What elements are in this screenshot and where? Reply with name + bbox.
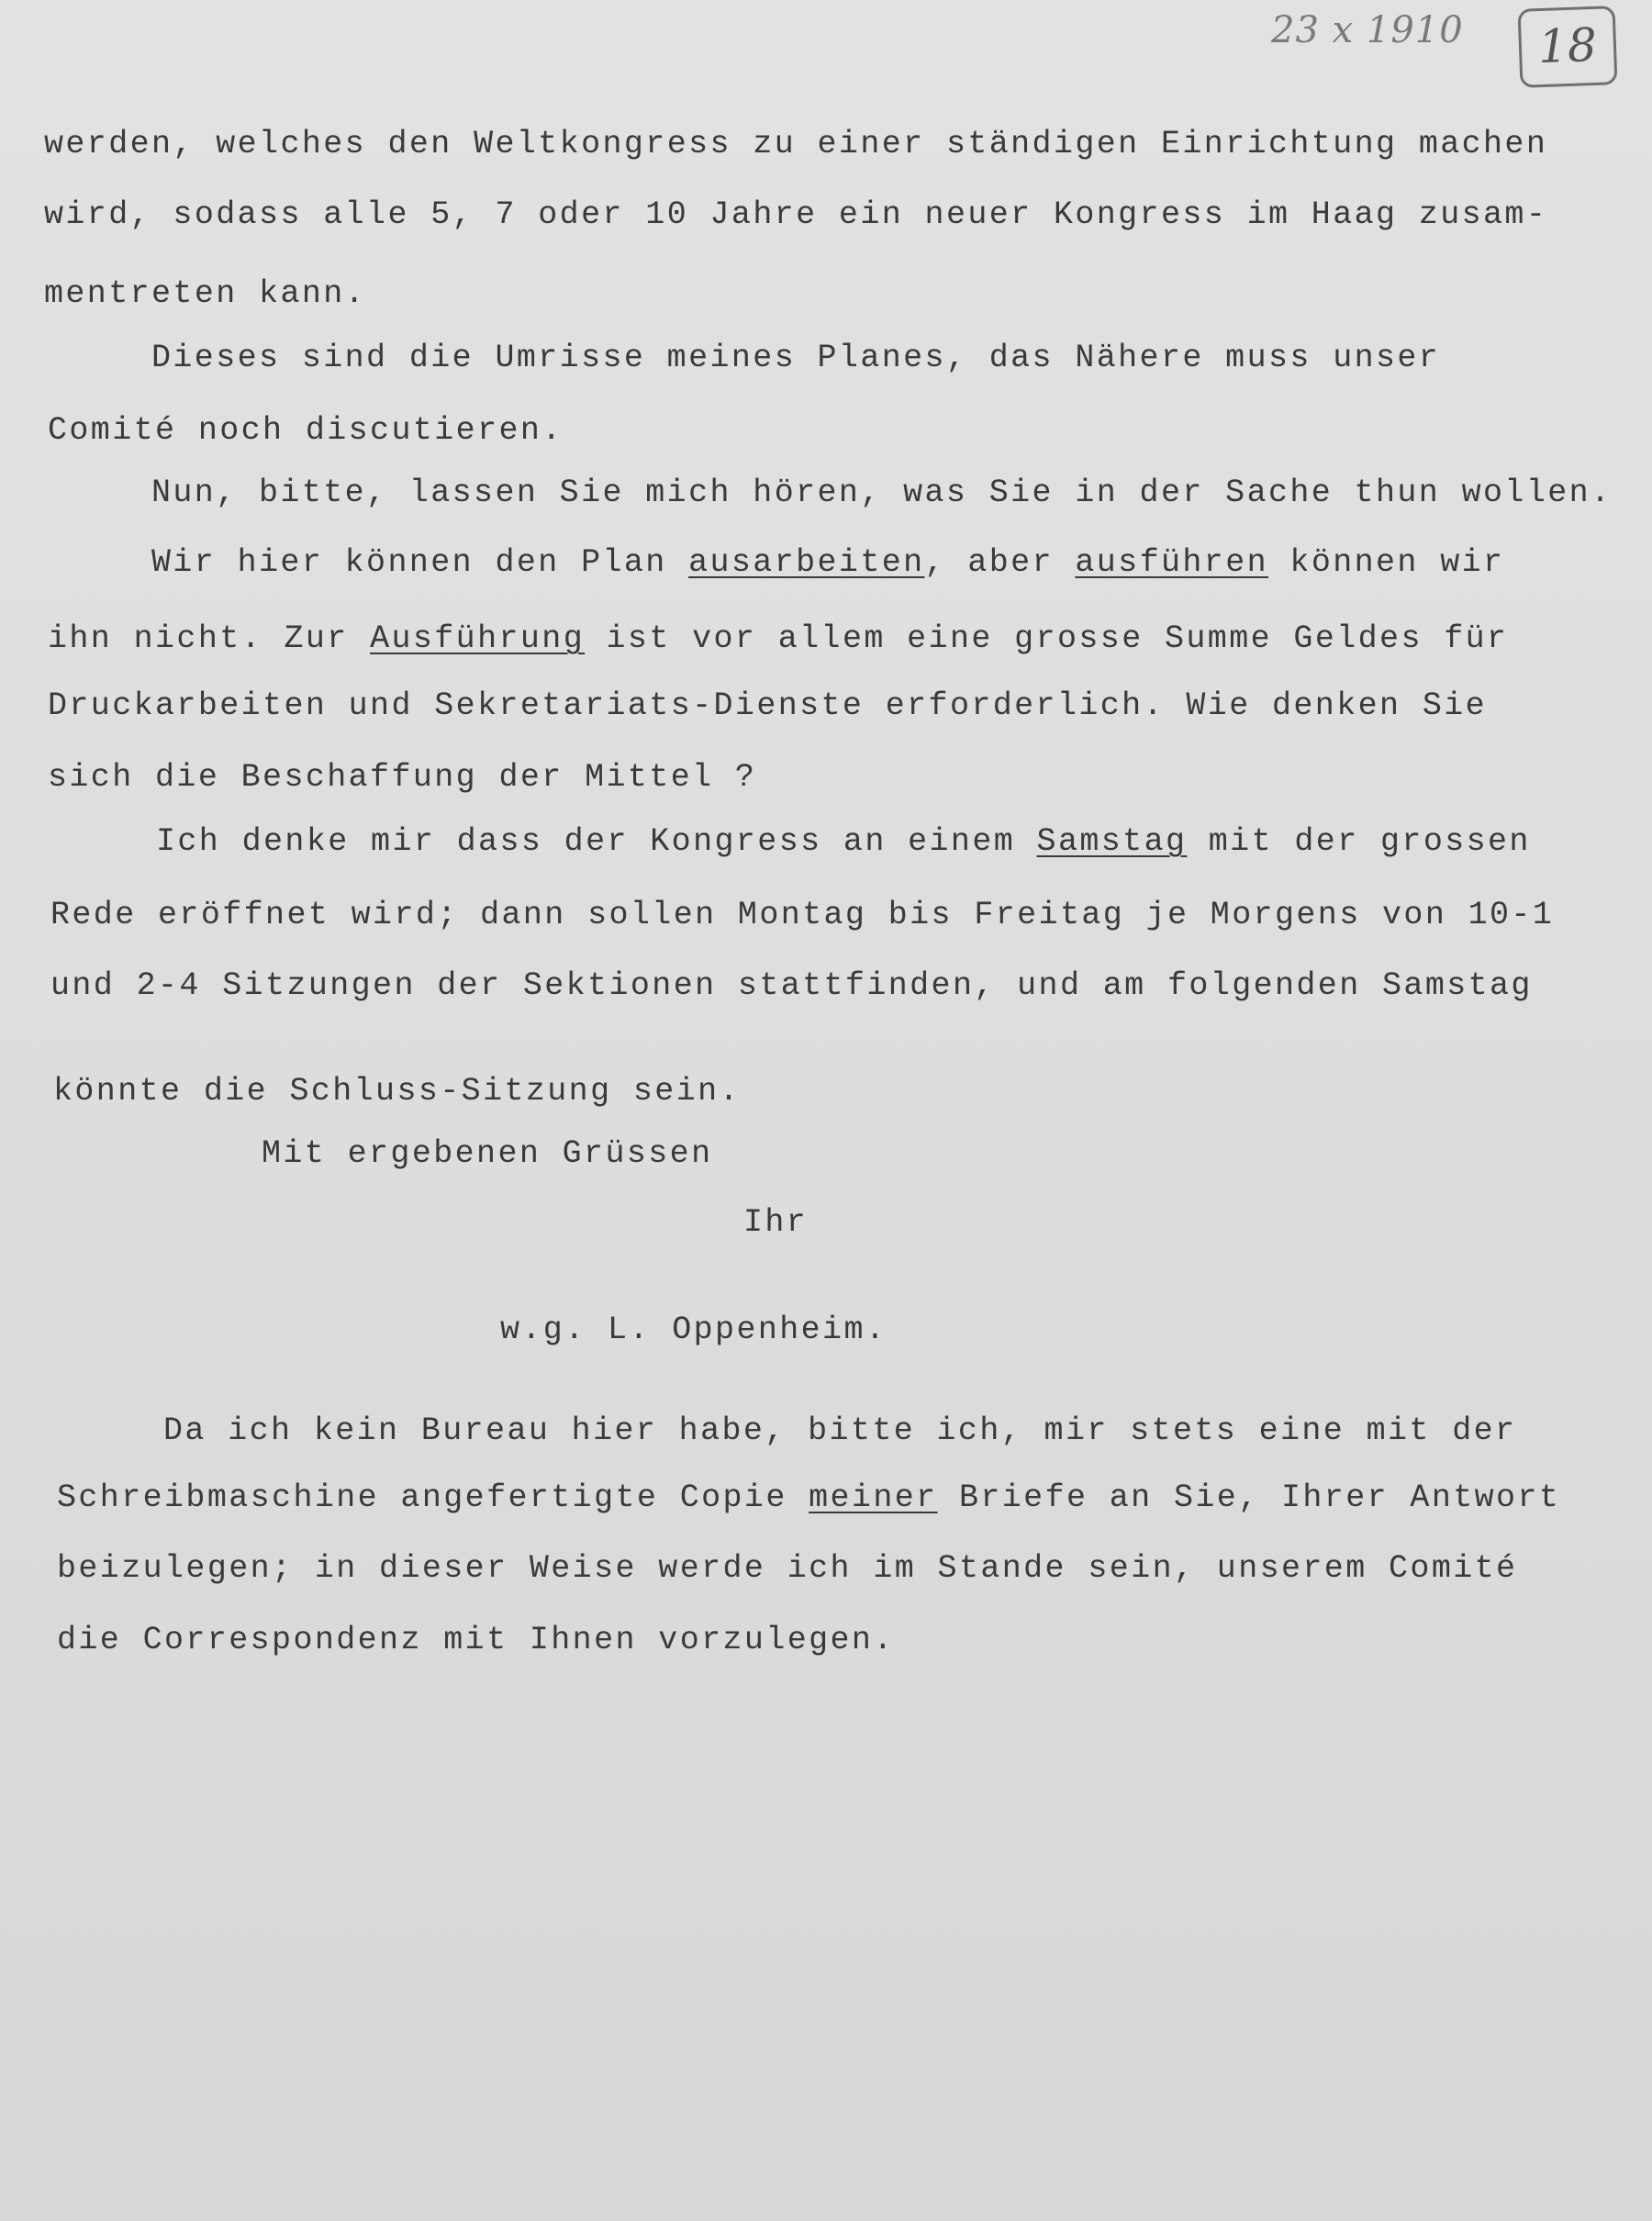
letter-line: und 2-4 Sitzungen der Sektionen stattfinden, und am folgenden Samstag bbox=[50, 967, 1533, 1004]
underlined-word: Ausführung bbox=[370, 620, 586, 657]
text-run: mit der grossen bbox=[1187, 823, 1531, 860]
text-run: Ich denke mir dass der Kongress an einem bbox=[156, 823, 1037, 860]
underlined-word: ausführen bbox=[1075, 544, 1269, 581]
closing-ihr: Ihr bbox=[743, 1204, 809, 1241]
letter-line: Comité noch discutieren. bbox=[48, 412, 564, 449]
signature: w.g. L. Oppenheim. bbox=[500, 1311, 887, 1348]
letter-line: mentreten kann. bbox=[44, 275, 367, 312]
letter-line: Rede eröffnet wird; dann sollen Montag bis Freitag je Morgens von 10-1 bbox=[50, 897, 1555, 933]
text-run: ihn nicht. Zur bbox=[48, 620, 371, 657]
text-run: ist vor allem eine grosse Summe Geldes für bbox=[585, 620, 1509, 657]
postscript-line: Da ich kein Bureau hier habe, bitte ich, mir stets eine mit der bbox=[163, 1412, 1517, 1449]
postscript-line: beizulegen; in dieser Weise werde ich im Stande sein, unserem Comité bbox=[57, 1550, 1518, 1587]
letter-line: sich die Beschaffung der Mittel ? bbox=[48, 759, 757, 796]
underlined-word: ausarbeiten bbox=[688, 544, 925, 581]
postscript-line: die Correspondenz mit Ihnen vorzulegen. bbox=[57, 1622, 895, 1658]
text-run: Schreibmaschine angefertigte Copie bbox=[57, 1479, 809, 1516]
letter-line bbox=[156, 823, 1531, 860]
letter-line: werden, welches den Weltkongress zu einer ständigen Einrichtung machen bbox=[44, 126, 1548, 162]
text-run: können wir bbox=[1268, 544, 1505, 581]
letter-line: wird, sodass alle 5, 7 oder 10 Jahre ein neuer Kongress im Haag zusam- bbox=[44, 196, 1548, 233]
underlined-word: Samstag bbox=[1036, 823, 1188, 860]
underlined-word: meiner bbox=[809, 1479, 938, 1516]
handwritten-date-note: 23 x 1910 bbox=[1271, 9, 1464, 51]
letter-line: Nun, bitte, lassen Sie mich hören, was Sie in der Sache thun wollen. bbox=[151, 474, 1613, 511]
page-number-stamp: 18 bbox=[1518, 6, 1618, 88]
letter-line: Druckarbeiten und Sekretariats-Dienste erforderlich. Wie denken Sie bbox=[48, 687, 1488, 724]
postscript-line bbox=[57, 1479, 1561, 1516]
letter-line bbox=[48, 620, 1509, 657]
text-run: Wir hier können den Plan bbox=[151, 544, 689, 581]
letter-line: könnte die Schluss-Sitzung sein. bbox=[53, 1073, 741, 1110]
letter-line: Dieses sind die Umrisse meines Planes, das Nähere muss unser bbox=[151, 340, 1441, 376]
letter-line bbox=[151, 544, 1505, 581]
text-run: Briefe an Sie, Ihrer Antwort bbox=[937, 1479, 1561, 1516]
closing-salutation: Mit ergebenen Grüssen bbox=[262, 1135, 713, 1172]
text-run: , aber bbox=[924, 544, 1076, 581]
